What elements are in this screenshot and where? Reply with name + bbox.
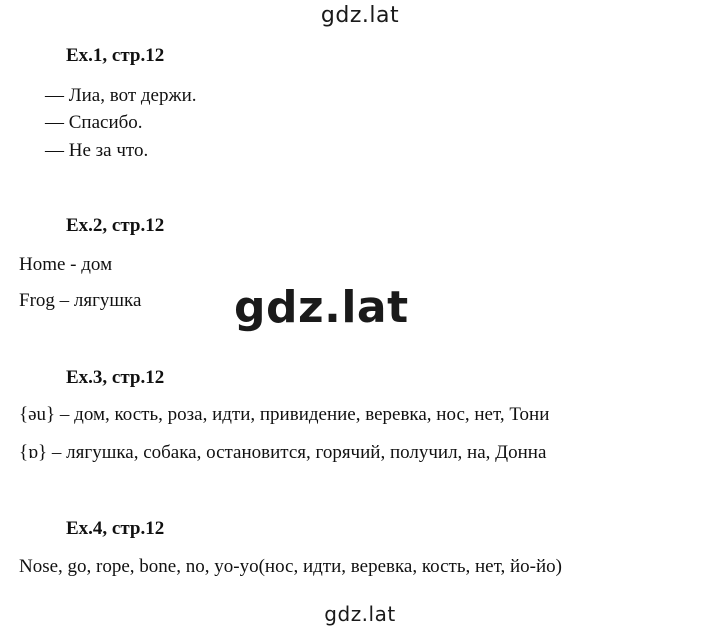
exercise-3-heading: Ex.3, стр.12	[66, 367, 165, 388]
exercise-3-line-2: {ɒ} – лягушка, собака, остановится, горячий, получил, на, Донна	[19, 442, 547, 463]
watermark-middle: gdz.lat	[234, 282, 409, 333]
exercise-1-line-1: — Лиа, вот держи.	[45, 85, 197, 106]
exercise-4-heading: Ex.4, стр.12	[66, 518, 165, 539]
exercise-3-line-1: {əu} – дом, кость, роза, идти, привидение, веревка, нос, нет, Тони	[19, 404, 550, 425]
exercise-1-heading: Ex.1, стр.12	[66, 45, 165, 66]
exercise-4-line-1: Nose, go, rope, bone, no, yo-yo(нос, идти, веревка, кость, нет, йо-йо)	[19, 556, 562, 577]
exercise-1-line-3: — Не за что.	[45, 140, 149, 161]
watermark-bottom: gdz.lat	[324, 602, 396, 626]
exercise-2-line-1: Home - дом	[19, 254, 113, 275]
exercise-1-line-2: — Спасибо.	[45, 112, 143, 133]
exercise-2-heading: Ex.2, стр.12	[66, 215, 165, 236]
watermark-top: gdz.lat	[320, 3, 400, 28]
exercise-2-line-2: Frog – лягушка	[19, 290, 142, 311]
